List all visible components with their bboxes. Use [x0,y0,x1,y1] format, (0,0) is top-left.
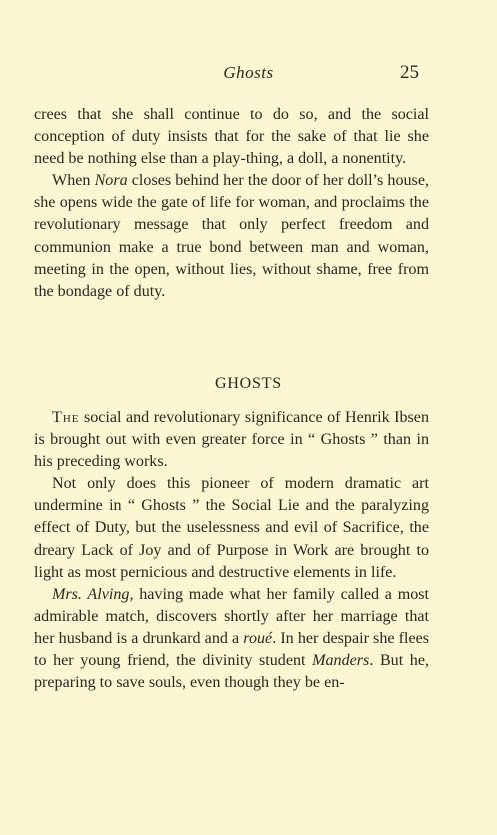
section-heading: GHOSTS [214,375,283,392]
text-span: having made what her family called a most admirable match, discovers shortly after her marriage that her husband is a drunkard and a [34,585,429,647]
word-roue: roué [243,629,273,647]
paragraph-continuation: crees that she shall continue to do so, and the social conception of duty insists that for the sake of that lie she need be nothing else than a play-thing, a doll, a nonentity. [34,106,429,168]
paragraph-pioneer: Not only does this pioneer of modern dramatic art undermine in “ Ghosts ” the Social Lie and the paralyzing effect of Duty, but the uselessness and evil of Sacrifice, the dreary Lack of Joy and of Purpose in Work are brought to light as most pernicious and destructive elements in life. [34,475,429,581]
text-span: social and revolutionary significance of Henrik Ibsen is brought out with even greater force in “ Ghosts ” than in his preceding works. [34,409,429,471]
text-block-top [34,104,429,303]
lead-word: The [52,409,80,426]
text-span: . But he, preparing to save souls, even though they be en- [34,652,429,692]
paragraph-mrs-alving [34,584,429,694]
character-name-alving: Mrs. Alving, [52,585,134,603]
text-span: When [52,172,95,190]
page-number: 25 [400,62,419,83]
paragraph-nora [34,170,429,303]
text-span: . In her despair she flees to her young friend, the divinity student [34,629,429,670]
running-title: Ghosts [223,63,274,82]
text-block-ghosts [34,407,429,694]
character-name-manders: Manders [312,652,370,670]
paragraph-significance [34,407,429,473]
text-span: closes behind her the door of her doll’s house, she opens wide the gate of life for woman, and proclaims the revolutionary message that only perfect freedom and communion make a true bond between man and woman, meeting in the open, without lies, without shame, free from the bondage of duty. [34,172,429,300]
character-name-nora: Nora [94,172,128,190]
